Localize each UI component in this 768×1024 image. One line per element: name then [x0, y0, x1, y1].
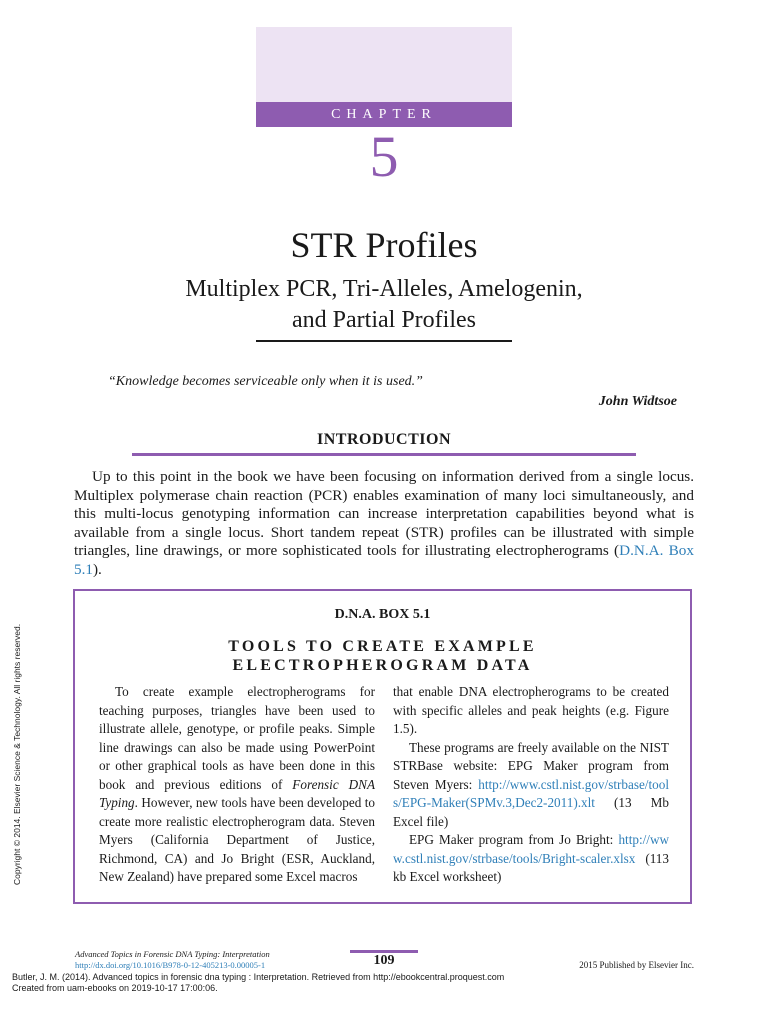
chapter-label: CHAPTER	[256, 102, 512, 127]
box-right-column	[393, 683, 669, 887]
box-title-line-1: TOOLS TO CREATE EXAMPLE	[228, 638, 537, 655]
box-left-column	[99, 683, 375, 887]
chapter-header-block	[256, 27, 512, 102]
section-divider	[132, 453, 636, 456]
box-left-paragraph	[99, 683, 375, 887]
box-right-text-3b: (113 kb Excel worksheet)	[393, 850, 669, 884]
epg-maker-myers-link[interactable]: http://www.cstl.nist.gov/strbase/tools/EPG-Maker(SPMv.3,Dec2-2011).xlt	[393, 776, 669, 810]
subtitle-line-2: and Partial Profiles	[292, 307, 476, 333]
box-title-line-2: ELECTROPHEROGRAM DATA	[232, 657, 533, 674]
copyright-sidebar: Copyright © 2014. Elsevier Science & Technology. All rights reserved.	[12, 623, 22, 885]
footer-publisher: 2015 Published by Elsevier Inc.	[579, 960, 694, 970]
introduction-paragraph	[74, 468, 694, 580]
page-number: 109	[373, 953, 395, 968]
page-subtitle	[0, 274, 768, 336]
section-heading-introduction: INTRODUCTION	[316, 431, 451, 448]
book-title-italic: Forensic DNA Typing	[99, 776, 376, 810]
intro-text: Up to this point in the book we have been focusing on information derived from a single locus. Multiplex polymerase chain reaction (PCR) enables examination of many loci simultaneously, and this multi-locus genotyping information can increase interpretation capabilities beyond what is available from a single locus. Short tandem repeat (STR) profiles can be illustrated with simple triangles, line drawings, or more sophisticated tools for illustrating electropherograms (	[74, 468, 694, 560]
dna-box-link[interactable]: D.N.A. Box 5.1	[74, 542, 694, 578]
title-divider	[256, 340, 512, 342]
epigraph-author: John Widtsoe	[598, 394, 677, 409]
box-right-text-2a: These programs are freely available on the NIST STRBase website: EPG Maker program from Steven Myers:	[393, 739, 669, 792]
subtitle-line-1: Multiplex PCR, Tri-Alleles, Amelogenin,	[185, 276, 583, 302]
epigraph-quote: “Knowledge becomes serviceable only when it is used.”	[108, 374, 423, 389]
box-right-paragraph-2	[393, 739, 669, 832]
box-right-paragraph-3	[393, 831, 669, 887]
page-title: STR Profiles	[290, 225, 478, 265]
dna-box-label: D.N.A. BOX 5.1	[334, 607, 431, 622]
created-line: Created from uam-ebooks on 2019-10-17 17:00:06.	[12, 983, 218, 993]
box-right-text-3a: EPG Maker program from Jo Bright:	[409, 832, 619, 847]
box-right-paragraph-1: that enable DNA electropherograms to be created with specific alleles and peak heights (e.g. Figure 1.5).	[393, 684, 669, 736]
footer-book-title: Advanced Topics in Forensic DNA Typing: Interpretation	[75, 949, 270, 959]
intro-text-end: ).	[92, 560, 102, 578]
box-right-text-2b: (13 Mb Excel file)	[393, 795, 669, 829]
dna-box-title	[75, 637, 690, 675]
epg-maker-bright-link[interactable]: http://www.cstl.nist.gov/strbase/tools/Bright-scaler.xlsx	[393, 832, 669, 866]
citation-line: Butler, J. M. (2014). Advanced topics in forensic dna typing : Interpretation. Retrieved from http://ebookcentral.proquest.com	[12, 972, 505, 982]
chapter-number: 5	[369, 124, 399, 189]
footer-doi-link[interactable]: http://dx.doi.org/10.1016/B978-0-12-405213-0.00005-1	[75, 960, 266, 970]
dna-box	[73, 589, 692, 904]
box-left-text-b: . However, new tools have been developed to create more realistic electropherogram data. Steven Myers (California Department of Justice, Richmond, CA) and Jo Bright (ESR, Auckland, New Zealand) have prepared some Excel macros	[99, 795, 375, 884]
box-left-text-a: To create example electropherograms for teaching purposes, triangles have been used to illustrate allele, genotype, or profile peaks. Simple line drawings can also be made using PowerPoint or other graphical tools as have been done in this book and previous editions of	[99, 684, 375, 792]
